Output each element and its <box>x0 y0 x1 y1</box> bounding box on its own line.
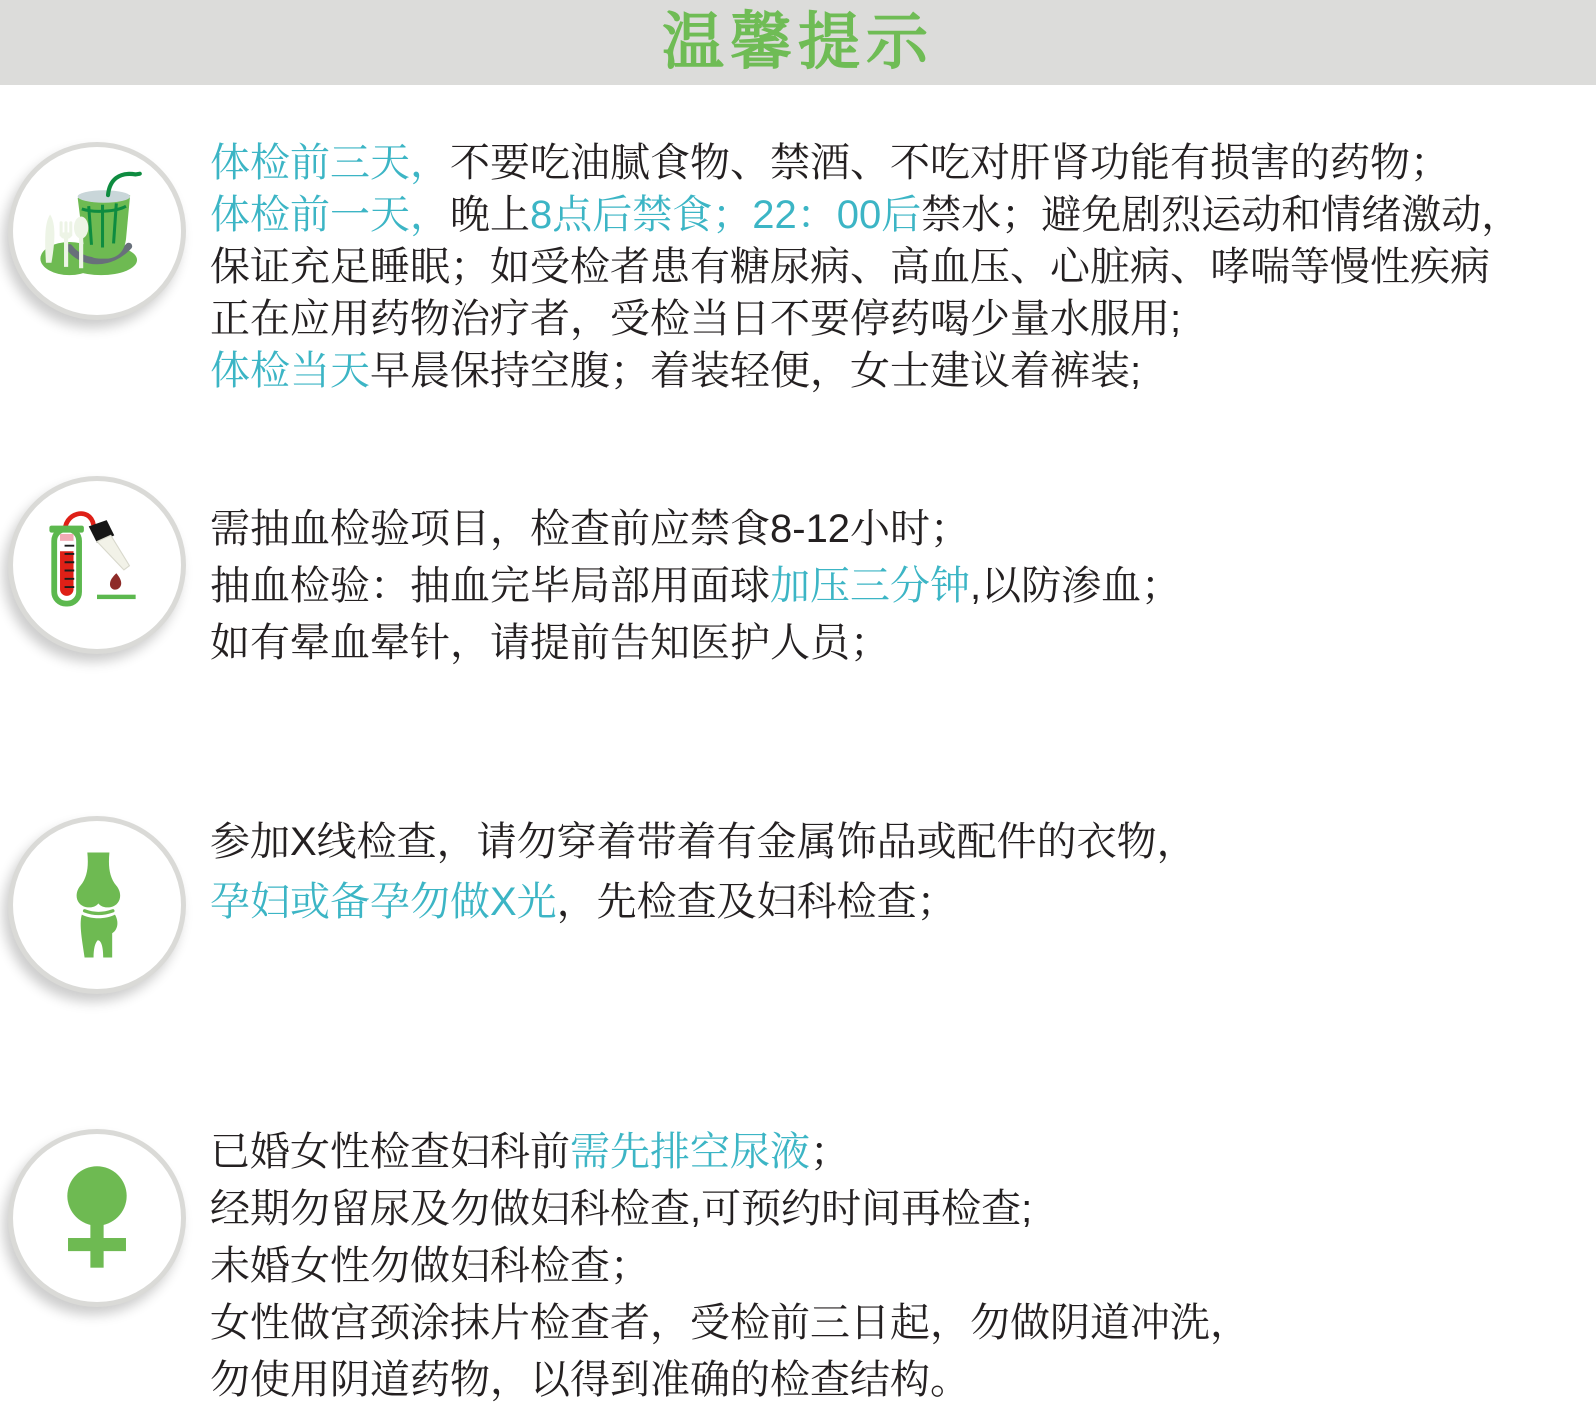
section-xray-text <box>210 812 1592 932</box>
section-food-badge <box>8 142 186 320</box>
blood-test-icon <box>28 496 166 634</box>
text-line <box>210 812 1592 872</box>
text-segment: 体检当天 <box>210 349 370 393</box>
female-symbol-icon <box>28 1149 166 1287</box>
text-segment: 孕妇或备孕勿做X光 <box>210 880 557 924</box>
text-segment: 未婚女性勿做妇科检查； <box>210 1244 650 1288</box>
text-segment: 勿使用阴道药物，以得到准确的检查结构。 <box>210 1358 970 1402</box>
text-line <box>210 1352 1592 1409</box>
text-segment: 体检前三天， <box>210 141 450 185</box>
text-segment: 参加X线检查，请勿穿着带着有金属饰品或配件的衣物， <box>210 820 1197 864</box>
text-segment: 如有晕血晕针，请提前告知医护人员； <box>210 621 890 665</box>
text-line <box>210 1295 1592 1352</box>
text-segment: 加压三分钟 <box>770 564 970 608</box>
header-bar <box>0 0 1596 85</box>
text-line <box>210 1181 1592 1238</box>
text-segment: 女性做宫颈涂抹片检查者，受检前三日起，勿做阴道冲洗， <box>210 1301 1250 1345</box>
text-segment: 禁水；避免剧烈运动和情绪激动， <box>921 193 1522 237</box>
section-female-text <box>210 1124 1592 1409</box>
text-line <box>210 293 1592 345</box>
section-blood-badge <box>8 476 186 654</box>
text-segment: 保证充足睡眠；如受检者患有糖尿病、高血压、心脏病、哮喘等慢性疾病 <box>210 245 1490 289</box>
text-segment: 体检前一天， <box>210 193 450 237</box>
text-line <box>210 241 1592 293</box>
section-food-text <box>210 137 1592 397</box>
text-line <box>210 558 1592 615</box>
food-drink-icon <box>28 162 166 300</box>
text-line <box>210 872 1592 932</box>
text-segment: 8点后禁食；22：00后 <box>530 193 922 237</box>
section-xray-badge <box>8 816 186 994</box>
text-line <box>210 137 1592 189</box>
page-title: 温馨提示 <box>661 7 934 77</box>
text-segment: 需先排空尿液 <box>570 1130 810 1174</box>
text-segment: ，先检查及妇科检查； <box>556 880 957 924</box>
text-line <box>210 189 1592 241</box>
text-segment: 不要吃油腻食物、禁酒、不吃对肝肾功能有损害的药物； <box>450 141 1450 185</box>
text-line <box>210 501 1592 558</box>
text-line <box>210 345 1592 397</box>
text-segment: 已婚女性检查妇科前 <box>210 1130 570 1174</box>
text-segment: 经期勿留尿及勿做妇科检查,可预约时间再检查; <box>210 1187 1033 1231</box>
xray-joint-icon <box>28 836 166 974</box>
section-female-badge <box>8 1129 186 1307</box>
text-line <box>210 1124 1592 1181</box>
text-line <box>210 1238 1592 1295</box>
text-segment: 晚上 <box>450 193 530 237</box>
text-segment: 抽血检验：抽血完毕局部用面球 <box>210 564 770 608</box>
text-line <box>210 615 1592 672</box>
text-segment: ,以防渗血； <box>970 564 1182 608</box>
text-segment: 需抽血检验项目，检查前应禁食8-12小时； <box>210 507 971 551</box>
text-segment: 早晨保持空腹；着装轻便，女士建议着裤装; <box>370 349 1142 393</box>
text-segment: ； <box>810 1130 850 1174</box>
section-blood-text <box>210 501 1592 672</box>
text-segment: 正在应用药物治疗者，受检当日不要停药喝少量水服用; <box>210 297 1182 341</box>
